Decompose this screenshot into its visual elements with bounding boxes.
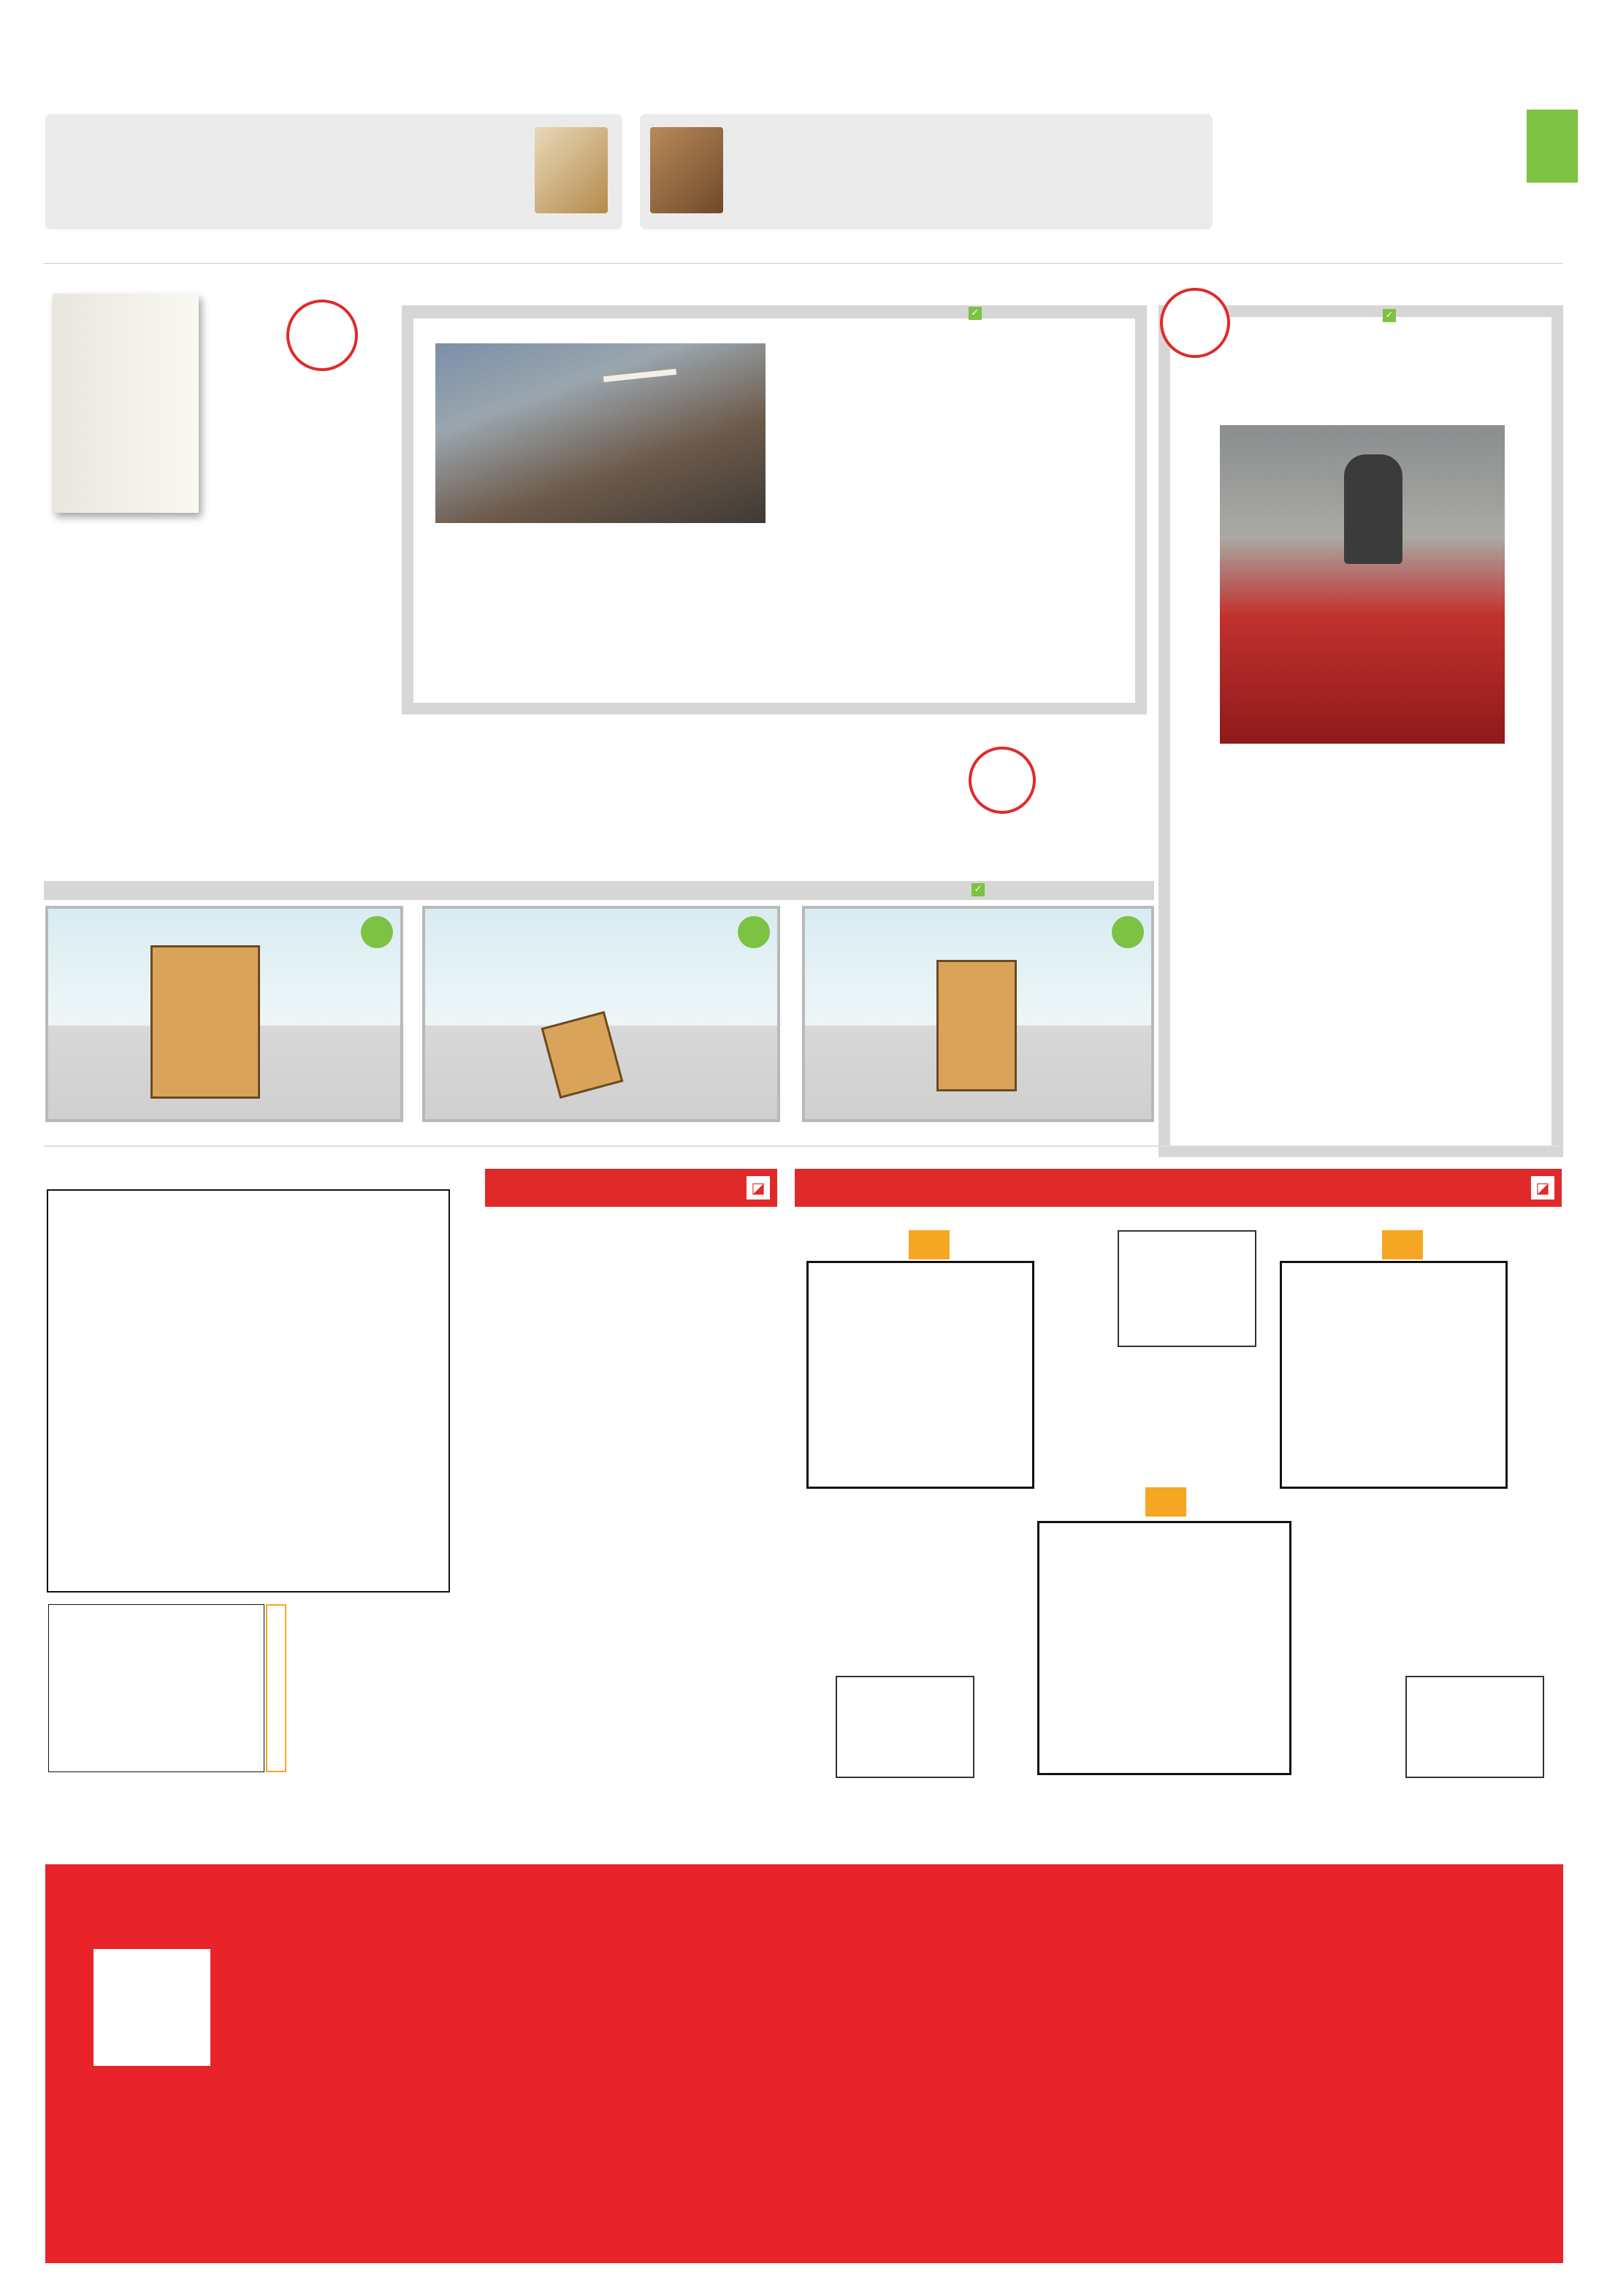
news-photo-sign [603, 369, 676, 382]
answer-grid-medium [1118, 1230, 1256, 1347]
book-body [48, 548, 387, 869]
crossword-header [485, 1169, 777, 1207]
crossword-clues-2 [462, 1227, 615, 1782]
comic-tagbar [44, 881, 1154, 900]
sudoku-hard [806, 1261, 1034, 1489]
sudoku-easy [1280, 1261, 1508, 1489]
crossword-grid[interactable] [47, 1189, 450, 1593]
walnut-thumb [535, 127, 608, 213]
crossword-answer-label [266, 1604, 286, 1772]
crossword-clues-1 [624, 1227, 777, 1782]
header-divider [44, 263, 1563, 264]
movie-check: ✓ [1383, 307, 1396, 322]
level-hard [909, 1230, 950, 1259]
building [150, 945, 260, 1099]
comic-panel-1 [802, 906, 1154, 1122]
poster-man [1344, 454, 1402, 564]
building-running [541, 1011, 624, 1099]
comic-panel-2 [422, 906, 780, 1122]
crossword-clues-3 [289, 1600, 457, 1782]
comic-panel-3 [45, 906, 403, 1122]
answer-grid-easy [1405, 1676, 1544, 1778]
building [936, 960, 1017, 1091]
news-body-1 [779, 424, 1112, 694]
movie-body [1204, 757, 1509, 1105]
panel-number [1112, 916, 1144, 948]
panel-number [361, 916, 393, 948]
level-easy [1382, 1230, 1423, 1259]
story-col1 [657, 742, 935, 853]
news-tagbar [413, 305, 1135, 319]
answer-grid-hard [836, 1676, 974, 1778]
section-divider [44, 1145, 1563, 1147]
crossword-answer-grid [48, 1604, 264, 1772]
ad-banner[interactable] [45, 1864, 1563, 2263]
news-tag: ✓ [969, 307, 982, 320]
teaser-benin [640, 114, 1213, 229]
qr-code[interactable] [93, 1949, 210, 2066]
story-stamp [960, 738, 1045, 823]
sudoku-header [795, 1169, 1562, 1207]
comic-tag: ✓ [972, 883, 985, 896]
page-number [1527, 110, 1578, 183]
teaser-walnut [45, 114, 622, 229]
book-cover [53, 294, 199, 513]
bronze-thumb [650, 127, 723, 213]
news-body-2 [435, 529, 766, 697]
crossword-icon: ◪ [747, 1176, 770, 1200]
sudoku-medium [1037, 1521, 1291, 1775]
panel-number [738, 916, 770, 948]
sudoku-icon: ◪ [1531, 1176, 1554, 1200]
movie-poster [1220, 425, 1505, 744]
book-stamp [277, 290, 367, 380]
news-photo [435, 343, 766, 523]
level-medium [1145, 1487, 1186, 1517]
story-col2 [427, 742, 646, 859]
